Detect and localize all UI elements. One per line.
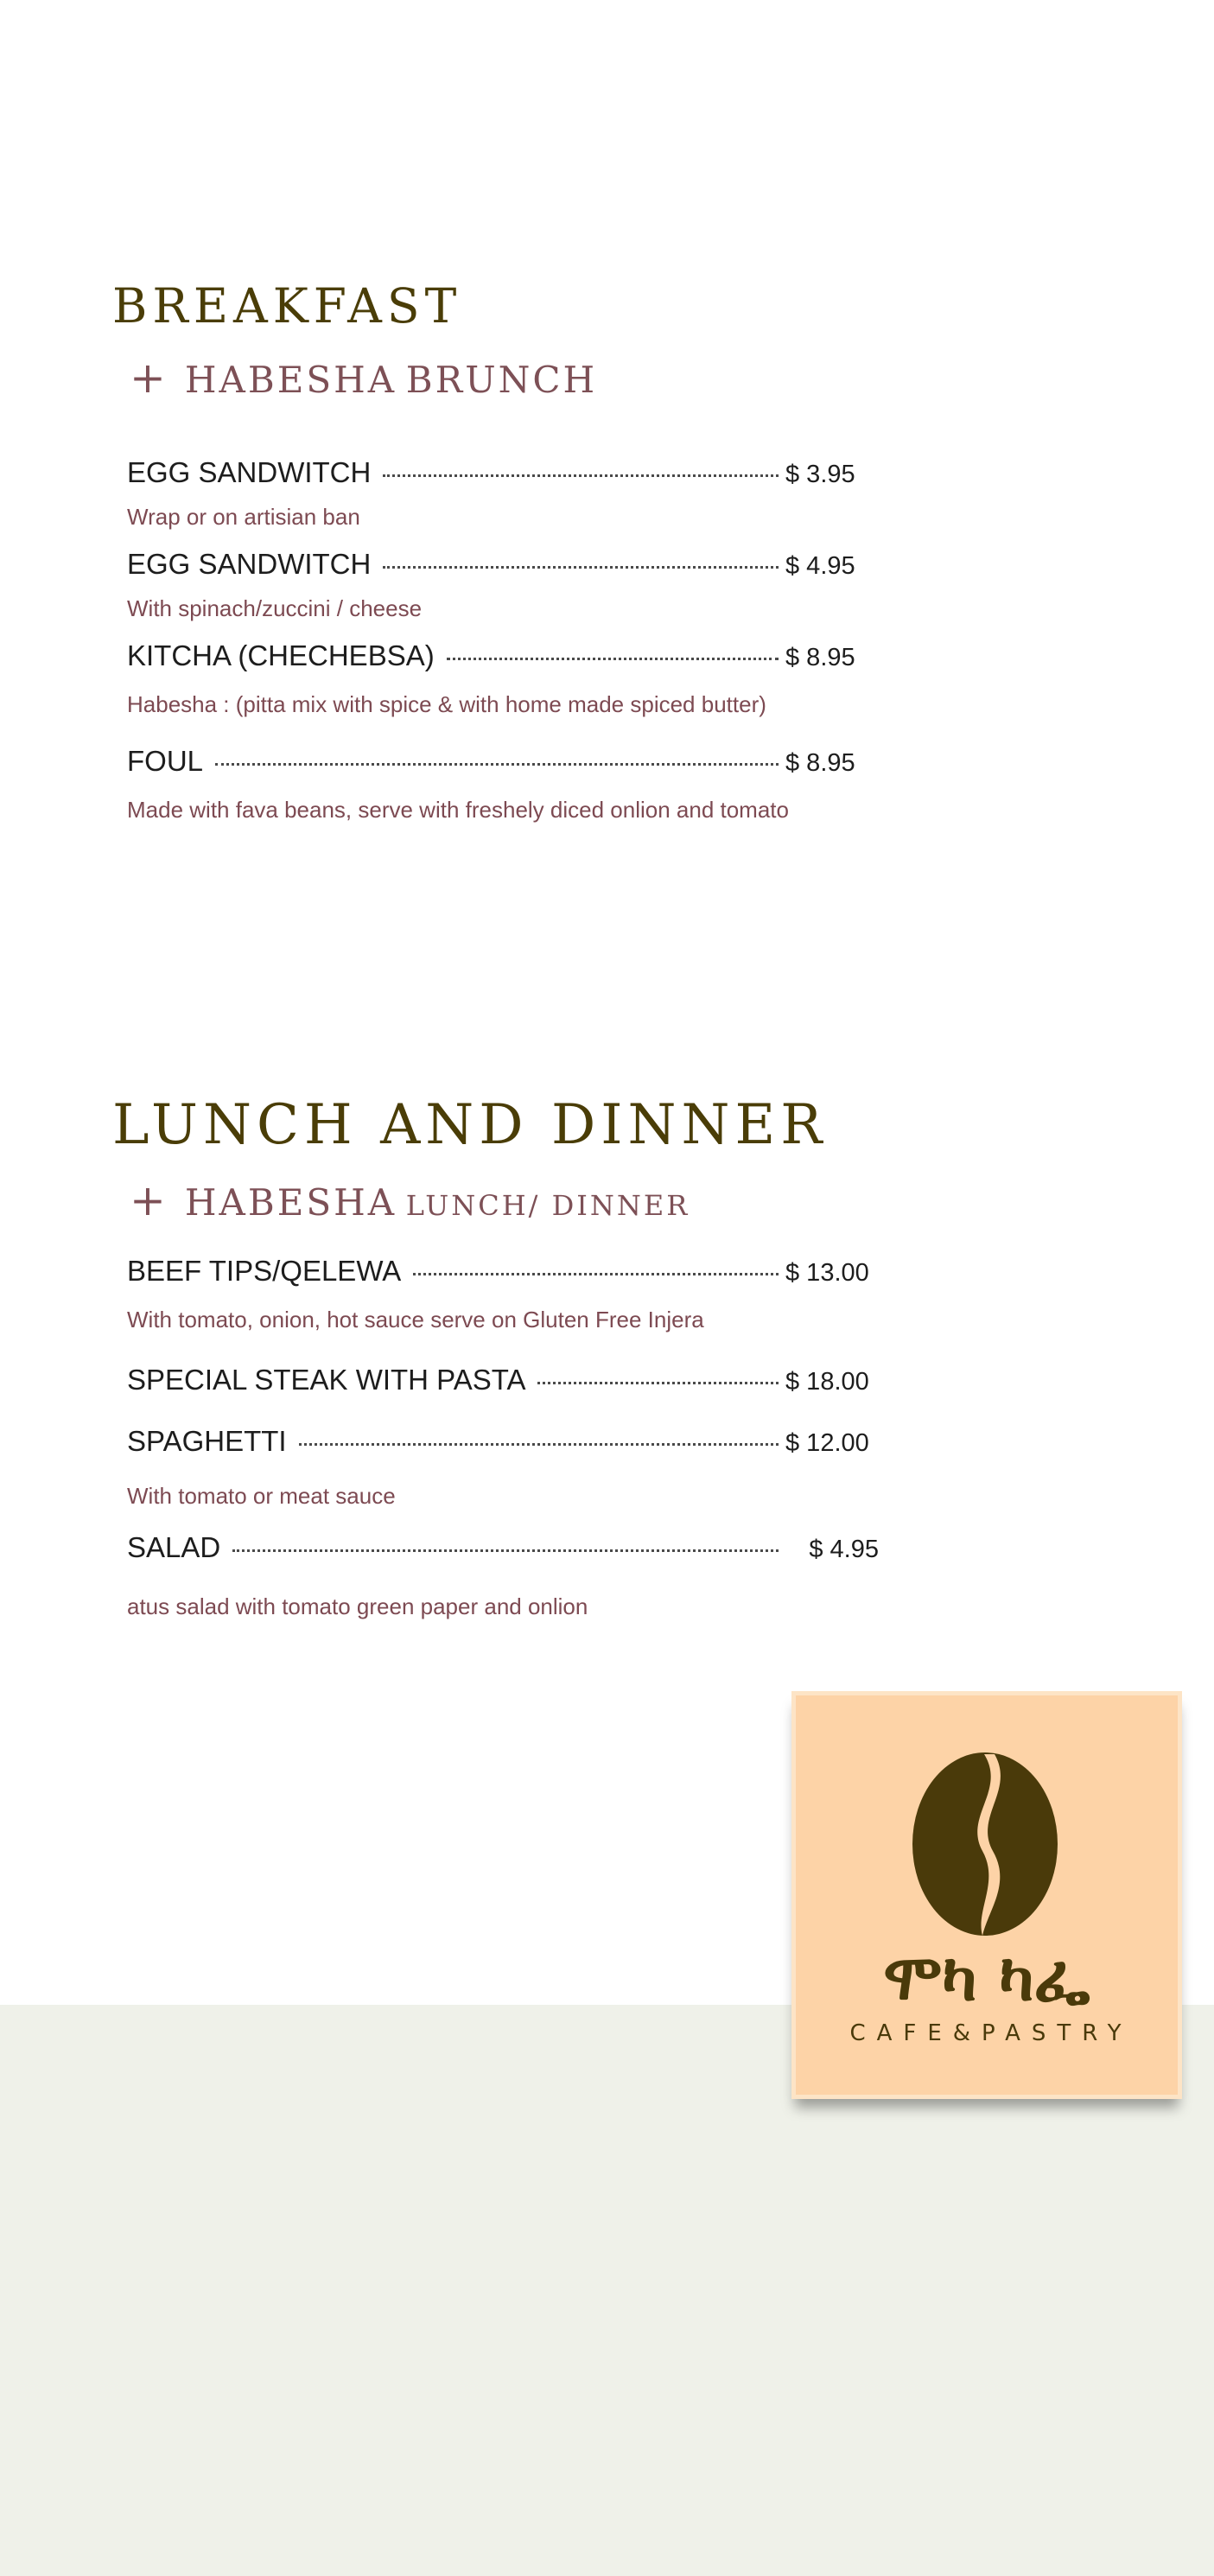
dot-leader bbox=[232, 1549, 779, 1552]
subheading-main: HABESHA bbox=[184, 1181, 397, 1224]
item-price: $ 4.95 bbox=[785, 552, 855, 580]
item-name: FOUL bbox=[127, 745, 204, 777]
dot-leader bbox=[383, 566, 779, 569]
item-price: $ 12.00 bbox=[785, 1429, 869, 1457]
subheading-main: HABESHA bbox=[184, 359, 397, 401]
menu-item bbox=[127, 1531, 879, 1569]
item-name: EGG SANDWITCH bbox=[127, 548, 372, 580]
item-name: EGG SANDWITCH bbox=[127, 456, 372, 488]
menu-item bbox=[127, 1364, 879, 1402]
logo-amharic-text: ሞካ ካፌ bbox=[883, 1941, 1090, 2015]
subheading-rest: BRUNCH bbox=[405, 359, 598, 401]
item-description: With spinach/zuccini / cheese bbox=[127, 595, 423, 621]
item-description: Habesha : (pitta mix with spice & with home made spiced butter) bbox=[127, 691, 766, 717]
logo-tagline: CAFE&PASTRY bbox=[849, 2020, 1133, 2046]
item-price: $ 3.95 bbox=[785, 461, 855, 488]
dot-leader bbox=[299, 1443, 779, 1446]
item-price: $ 18.00 bbox=[785, 1368, 869, 1396]
menu-item bbox=[127, 639, 879, 677]
menu-item bbox=[127, 1255, 879, 1293]
lunch-dinner-subheading bbox=[130, 1175, 690, 1225]
item-description: Made with fava beans, serve with freshely diced onlion and tomato bbox=[127, 797, 789, 823]
dot-leader bbox=[383, 474, 779, 477]
dot-leader bbox=[447, 658, 779, 660]
item-price: $ 13.00 bbox=[785, 1259, 869, 1287]
item-description: Wrap or on artisian ban bbox=[127, 504, 360, 530]
lunch-dinner-heading: LUNCH AND DINNER bbox=[112, 1093, 828, 1157]
menu-item bbox=[127, 745, 879, 783]
item-description: With tomato, onion, hot sauce serve on Gluten Free Injera bbox=[127, 1307, 704, 1333]
subheading-rest: LUNCH/ DINNER bbox=[405, 1189, 690, 1222]
menu-item bbox=[127, 1425, 879, 1463]
item-description: With tomato or meat sauce bbox=[127, 1483, 396, 1509]
item-name: SPECIAL STEAK WITH PASTA bbox=[127, 1364, 526, 1396]
item-name: KITCHA (CHECHEBSA) bbox=[127, 639, 435, 671]
item-price: $ 8.95 bbox=[785, 644, 855, 671]
breakfast-heading: BREAKFAST bbox=[112, 278, 462, 334]
item-description: atus salad with tomato green paper and onlion bbox=[127, 1593, 588, 1619]
dot-leader bbox=[537, 1382, 779, 1384]
menu-item bbox=[127, 456, 879, 494]
item-name: SPAGHETTI bbox=[127, 1425, 287, 1457]
plus-icon: + bbox=[130, 353, 166, 403]
cafe-logo bbox=[791, 1691, 1182, 2099]
item-price: $ 4.95 bbox=[809, 1536, 879, 1563]
dot-leader bbox=[215, 763, 779, 766]
item-name: SALAD bbox=[127, 1531, 221, 1563]
dot-leader bbox=[413, 1273, 779, 1275]
menu-item bbox=[127, 548, 879, 586]
item-price: $ 8.95 bbox=[785, 749, 855, 777]
plus-icon: + bbox=[130, 1175, 166, 1225]
item-name: BEEF TIPS/QELEWA bbox=[127, 1255, 402, 1287]
breakfast-subheading bbox=[130, 353, 597, 403]
